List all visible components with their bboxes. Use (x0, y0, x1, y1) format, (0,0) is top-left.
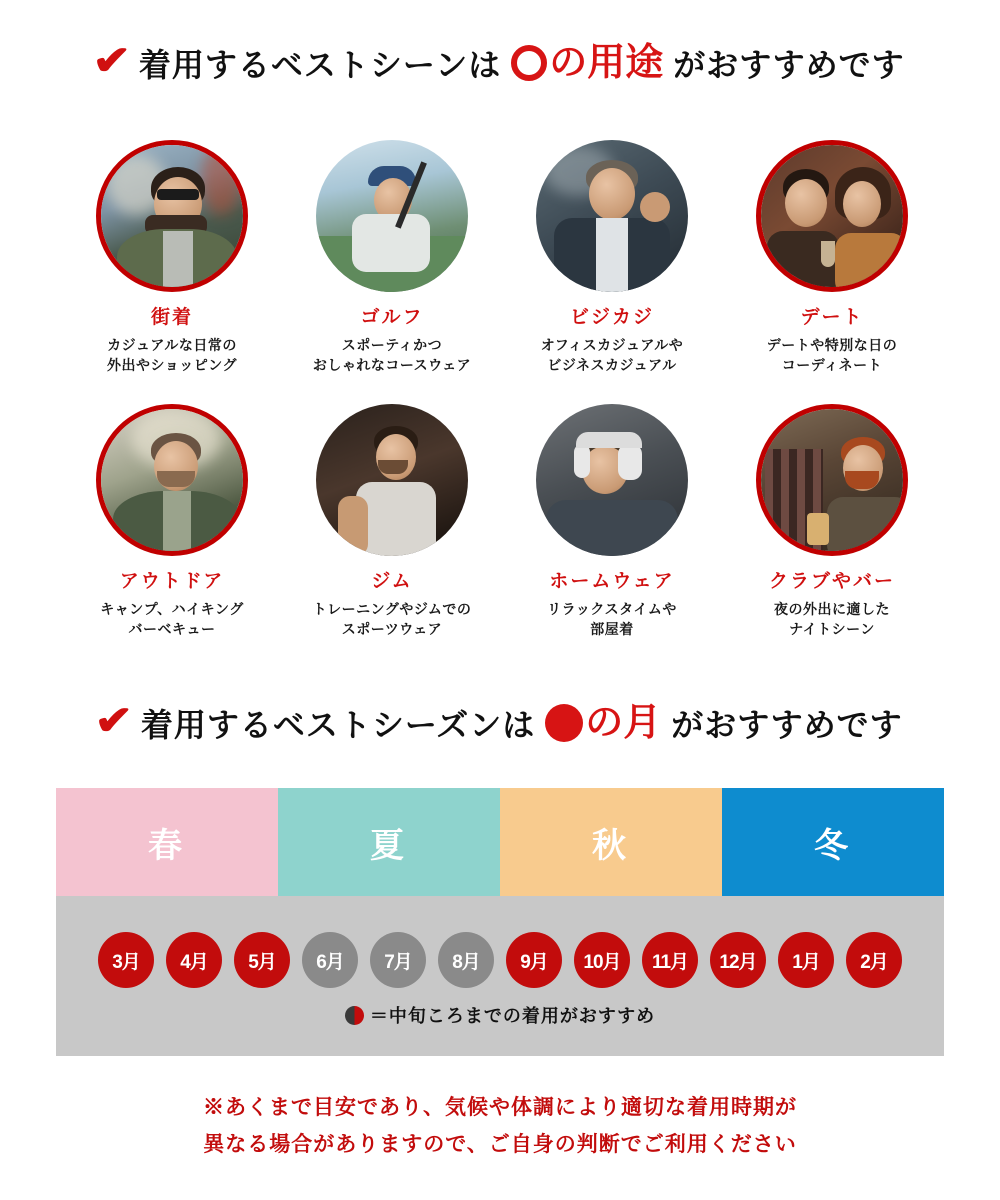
scene-card[interactable] (282, 140, 502, 376)
month-chip[interactable]: 10月 (574, 932, 630, 988)
season-chart (56, 788, 944, 1056)
scene-grid (62, 140, 942, 639)
season-label: 冬 (814, 826, 852, 865)
season-label: 秋 (592, 826, 630, 865)
check-icon: ✔ (92, 39, 132, 83)
best-scene-heading-after: がおすすめです (673, 47, 905, 83)
month-chip[interactable]: 1月 (778, 932, 834, 988)
scene-photo-street (96, 140, 248, 292)
months-row (56, 896, 944, 988)
ring-marker-icon (511, 45, 547, 81)
check-icon: ✔ (94, 699, 134, 743)
scene-card[interactable] (62, 140, 282, 376)
scene-photo-club-bar (756, 404, 908, 556)
scene-desc: リラックスタイムや 部屋着 (547, 600, 677, 637)
scene-photo-gym (316, 404, 468, 556)
season-label: 夏 (370, 826, 408, 865)
scene-card[interactable] (722, 140, 942, 376)
scene-photo-golf (316, 140, 468, 292)
scene-desc: キャンプ、ハイキング バーベキュー (100, 600, 244, 637)
footnote-line-1: ※あくまで目安であり、気候や体調により適切な着用時期が (203, 1096, 797, 1119)
scene-label: アウトドア (119, 570, 225, 592)
scene-label: クラブやバー (768, 570, 895, 592)
best-scene-heading-highlight: の用途 (511, 44, 663, 82)
half-dot-icon (345, 1006, 364, 1025)
best-season-heading-highlight: の月 (545, 704, 661, 742)
best-season-heading-after: がおすすめです (671, 707, 903, 743)
scene-label: デート (800, 307, 864, 328)
season-row (56, 788, 944, 896)
month-chip[interactable]: 7月 (370, 932, 426, 988)
month-chip[interactable]: 6月 (302, 932, 358, 988)
season-label: 春 (148, 826, 186, 865)
scene-card[interactable] (282, 404, 502, 640)
scene-desc: オフィスカジュアルや ビジネスカジュアル (540, 337, 684, 374)
months-band (56, 896, 944, 1056)
scene-photo-homewear (536, 404, 688, 556)
month-chip[interactable]: 11月 (642, 932, 698, 988)
scene-desc: 夜の外出に適した ナイトシーン (774, 600, 890, 637)
season-cell-winter[interactable] (722, 788, 944, 896)
month-chip[interactable]: 8月 (438, 932, 494, 988)
legend-text: ＝中旬ころまでの着用がおすすめ (369, 1006, 656, 1026)
dot-marker-icon (545, 704, 583, 742)
scene-desc: デートや特別な日の コーディネート (766, 337, 898, 374)
footnote (0, 1090, 1000, 1164)
footnote-line-2: 異なる場合がありますので、ご自身の判断でご利用ください (203, 1132, 797, 1156)
best-season-heading (0, 700, 1000, 746)
scene-desc: トレーニングやジムでの スポーツウェア (312, 600, 472, 637)
best-scene-heading (0, 40, 1000, 86)
season-cell-autumn[interactable] (500, 788, 722, 896)
scene-photo-date (756, 140, 908, 292)
month-chip[interactable]: 4月 (166, 932, 222, 988)
month-chip[interactable]: 9月 (506, 932, 562, 988)
month-chip[interactable]: 12月 (710, 932, 766, 988)
best-season-heading-before: 着用するベストシーズンは (140, 707, 536, 743)
month-chip[interactable]: 5月 (234, 932, 290, 988)
scene-card[interactable] (502, 140, 722, 376)
scene-label: ゴルフ (360, 307, 424, 328)
scene-photo-outdoor (96, 404, 248, 556)
best-scene-heading-before: 着用するベストシーンは (138, 47, 502, 83)
season-cell-spring[interactable] (56, 788, 278, 896)
season-cell-summer[interactable] (278, 788, 500, 896)
scene-label: ビジカジ (569, 307, 654, 328)
scene-card[interactable] (62, 404, 282, 640)
legend (56, 1002, 944, 1028)
scene-desc: カジュアルな日常の 外出やショッピング (107, 337, 237, 374)
scene-photo-business-casual (536, 140, 688, 292)
scene-label: ジム (371, 570, 413, 592)
month-chip[interactable]: 3月 (98, 932, 154, 988)
scene-label: 街着 (150, 307, 193, 328)
scene-desc: スポーティかつ おしゃれなコースウェア (312, 337, 472, 374)
scene-card[interactable] (502, 404, 722, 640)
scene-label: ホームウェア (549, 570, 675, 592)
month-chip[interactable]: 2月 (846, 932, 902, 988)
scene-card[interactable] (722, 404, 942, 640)
